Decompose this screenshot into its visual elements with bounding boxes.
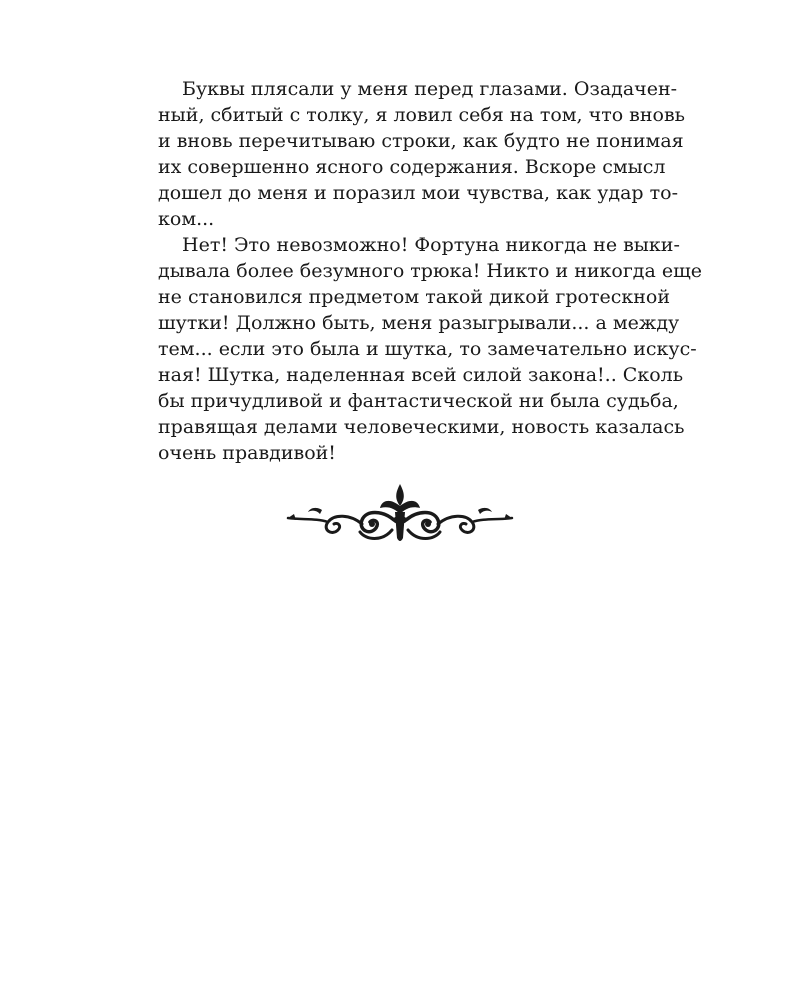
text-line: дошел до меня и поразил мои чувства, как удар то- [158, 182, 678, 204]
body-text [158, 76, 703, 466]
text-line: бы причудливой и фантастической ни была судьба, [158, 390, 679, 412]
text-line: Нет! Это невозможно! Фортуна никогда не выки- [182, 234, 680, 256]
text-line: тем... если это была и шутка, то замечательно искус- [158, 338, 697, 360]
text-line: правящая делами человеческими, новость казалась [158, 416, 685, 438]
text-line: ная! Шутка, наделенная всей силой закона!.. Сколь [158, 364, 684, 386]
text-line: очень правдивой! [158, 442, 336, 464]
fleuron-ornament-icon [282, 480, 518, 546]
text-line: и вновь перечитываю строки, как будто не понимая [158, 130, 684, 152]
paragraph-1 [158, 76, 686, 232]
text-line: дывала более безумного трюка! Никто и никогда еще [158, 260, 703, 282]
text-line: ком... [158, 208, 215, 230]
text-line: не становился предметом такой дикой гротескной [158, 286, 671, 308]
text-line: шутки! Должно быть, меня разыгрывали... а между [158, 312, 680, 334]
text-line: Буквы плясали у меня перед глазами. Озадачен- [182, 78, 678, 100]
paragraph-2 [158, 232, 703, 466]
text-line: их совершенно ясного содержания. Вскоре смысл [158, 156, 666, 178]
text-line: ный, сбитый с толку, я ловил себя на том, что вновь [158, 104, 686, 126]
